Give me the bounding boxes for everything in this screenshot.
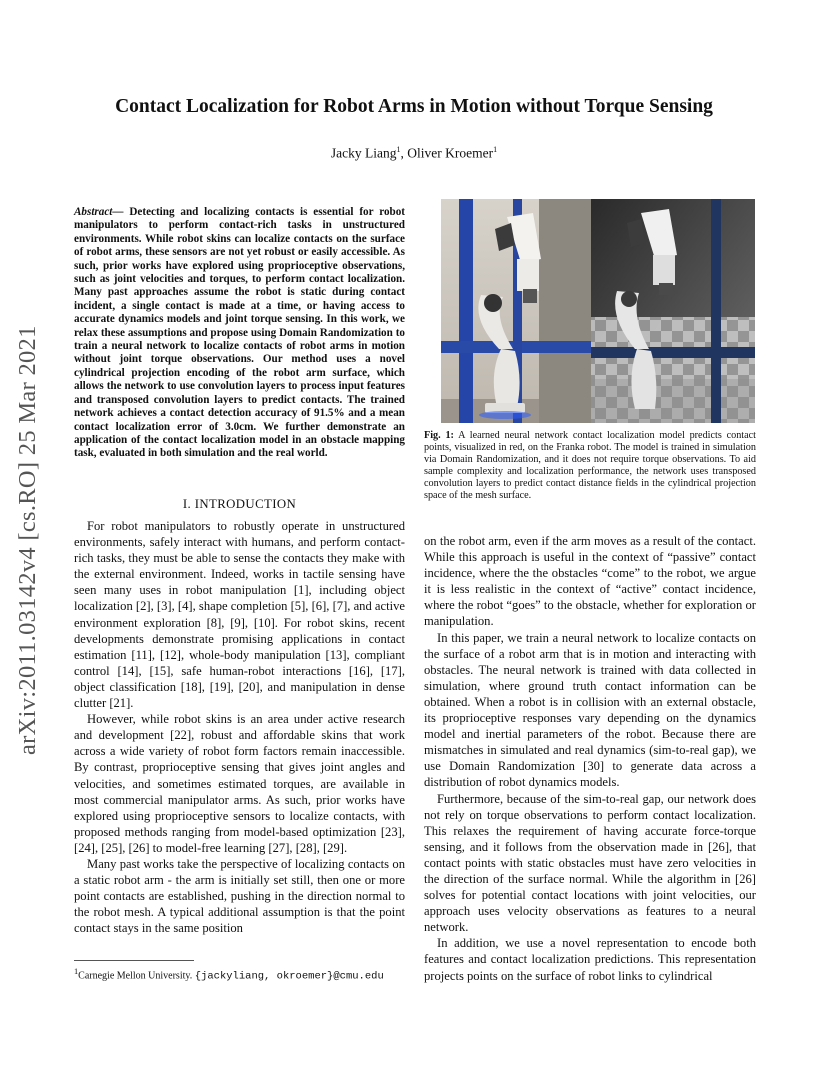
real-robot-panel (441, 199, 595, 423)
figure-1-image (441, 199, 755, 423)
paragraph: For robot manipulators to robustly operate in unstructured environments, safely interact with humans, and perform contact-rich tasks, they must be able to sense the contacts they make with the external environment. Indeed, works in tactile sensing have seen many uses in robot manipulation [1], including object localization [2], [3], [4], shape completion [5], [6], [7], and active environment exploration [8], [9], [10]. For robot skins, recent developments demonstrate promising applications in contact estimation [11], [12], whole-body manipulation [13], compliant control [14], [15], safe human-robot interactions [16], [17], object classification [18], [19], [20], and manipulation in dense clutter [21]. (74, 519, 405, 711)
arxiv-identifier: arXiv:2011.03142v4 [cs.RO] 25 Mar 2021 (14, 325, 41, 755)
figure-robot-photo (441, 199, 755, 423)
simulated-robot-panel (591, 199, 755, 423)
left-column-body (74, 518, 405, 936)
right-column-body (424, 533, 756, 984)
abstract: Abstract— Detecting and localizing contacts is essential for robot manipulators to perform contact-rich tasks in unstructured environments. While robot skins can localize contacts on the surface of robot arms, these sensors are not yet robust or easily accessible. As such, prior works have explored using proprioceptive observations, such as joint velocities and torques, to perform contact localization. Many past approaches assume the robot is static during contact incident, a single contact is made at a time, or having access to accurate dynamics models and joint torque sensing. In this work, we relax these assumptions and propose using Domain Randomization to train a neural network to localize contacts of robot arms in motion without joint torque observations. Our method uses a novel cylindrical projection encoding of the robot arm surface, which allows the network to use convolution layers to process input features and transposed convolution layers to predict contacts. The trained network achieves a contact detection accuracy of 91.5% and a mean contact localization error of 3.0cm. We further demonstrate an application of the contact localization model in an obstacle mapping task, evaluated in both simulation and the real world. (74, 206, 405, 460)
footnote-email: {jackyliang, okroemer}@cmu.edu (194, 970, 384, 983)
abstract-text: Detecting and localizing contacts is essential for robot manipulators to perform contact-rich tasks in unstructured environments. While robot skins can localize contacts on the surface of robot arms, these sensors are not yet robust or easily accessible. As such, prior works have explored using proprioceptive observations, such as joint velocities and torques, to perform contact localization. Many past approaches assume the robot is static during contact incident, a single contact is made at a time, or having access to accurate dynamics models and joint torque sensing. In this work, we relax these assumptions and propose using Domain Randomization to train a neural network to localize contacts of robot arms in motion without joint torque observations. Our method uses a novel cylindrical projection encoding of the robot arm surface, which allows the network to use convolution layers to process input features and transposed convolution layers to predict contacts. The trained network achieves a contact detection accuracy of 91.5% and a mean contact localization error of 3.0cm. We further demonstrate an application of the contact localization model in an obstacle mapping task, evaluated in both simulation and the real world. (74, 206, 405, 460)
paragraph: on the robot arm, even if the arm moves as a result of the contact. While this approach is useful in the context of “passive” contact incidence, where the the obstacles “come” to the robot, we argue it is less realistic in the context of “active” contact incidence, where the robot “goes” to the obstacle, whether for exploration or manipulation. (424, 534, 756, 629)
figure-caption-label: Fig. 1: (424, 430, 454, 441)
section-heading: I. INTRODUCTION (182, 497, 297, 511)
author-line: Jacky Liang$^1$, Oliver Kroemer$^1$ (330, 145, 498, 161)
footnote-affiliation: Carnegie Mellon University. (78, 970, 193, 982)
paragraph: In this paper, we train a neural network to localize contacts on the surface of a robot arm that is in motion and interacting with obstacles. The neural network is trained with data collected in simulation, where ground truth contact information can be obtained. When a robot is in collision with an external obstacle, its proprioceptive responses vary depending on the dynamics model and inertial parameters of the robot. Because there are mismatches in simulated and real dynamics (sim-to-real gap), we use Domain Randomization [30] to generate data across a distribution of robot dynamics models. (424, 630, 756, 790)
footnote-rule (74, 960, 194, 961)
paragraph: However, while robot skins is an area under active research and development [22], robust and affordable skins that work across a wide variety of robot form factors remain inaccessible. By contrast, proprioceptive sensing that gives joint angles and velocities, and sometimes estimated torques, are available in most commercial manipulator arms. As such, prior works have explored using proprioceptive sensors to localize contacts, with proposed methods ranging from model-based optimization [23], [24], [25], [26] to model-free learning [27], [28], [29]. (74, 712, 405, 855)
paragraph: In addition, we use a novel representation to encode both features and contact localization predictions. This representation projects points on the surface of robot links to cylindrical (424, 936, 756, 983)
footnote-mark: 1 (74, 967, 79, 976)
footnote (74, 966, 405, 983)
affil-mark-2: 1 (493, 145, 498, 154)
figure-caption (424, 430, 756, 503)
affil-mark-1: 1 (396, 145, 401, 154)
figure-caption-text: A learned neural network contact localization model predicts contact points, visualized in red, on the Franka robot. The model is trained in simulation via Domain Randomization, and it does not require torque observations. To aid sample complexity and localization performance, the network uses transposed convolution layers to predict contact distance fields in the cylindrical projection space of the mesh surface. (424, 430, 757, 502)
author-2: Oliver Kroemer (407, 145, 494, 161)
paper-title: Contact Localization for Robot Arms in Motion without Torque Sensing (115, 96, 713, 117)
paragraph: Many past works take the perspective of localizing contacts on a static robot arm - the arm is initially set still, then one or more point contacts are established, pushing in the direction normal to the robot mesh. A typical additional assumption is that the point contact stays in the same position (74, 856, 405, 936)
abstract-label: Abstract (74, 206, 113, 218)
paragraph: Furthermore, because of the sim-to-real gap, our network does not rely on torque observations to perform contact localization. This relaxes the requirement of having accurate force-torque sensing, and it follows from the observation made in [26], that contact points with static obstacles must have zero velocities in the direction of the surface normal. While the algorithm in [26] solves for potential contact locations with joint velocities, our approach uses velocity observations as features to a neural network. (424, 791, 756, 935)
author-1: Jacky Liang (330, 145, 397, 161)
